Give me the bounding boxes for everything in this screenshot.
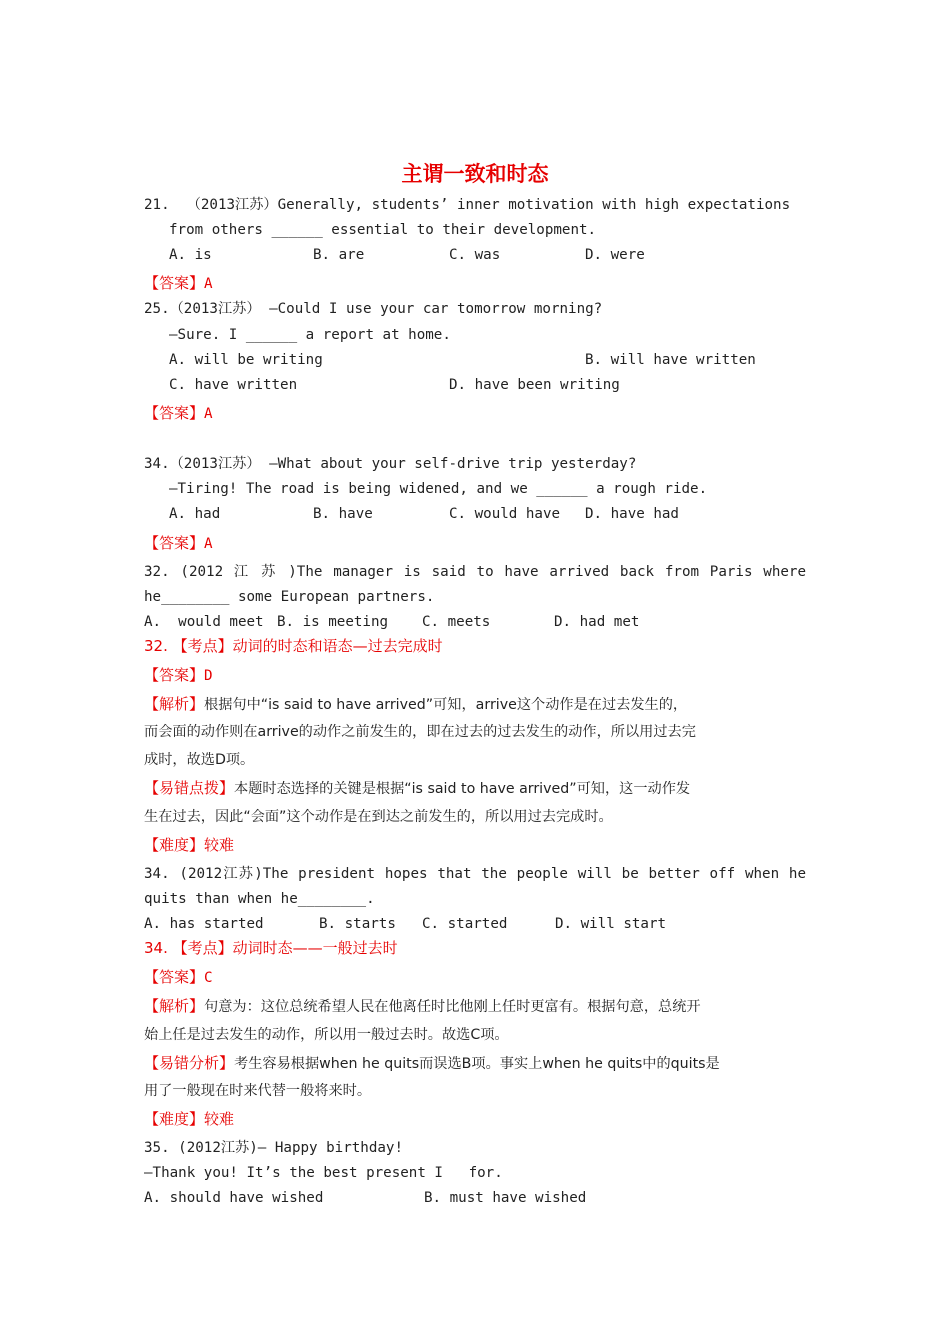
question-32-stem: 32. (2012 江 苏 )The manager is said to have arrived back from Paris where	[144, 564, 806, 580]
question-35-stem-cont: —Thank you! It’s the best present I for.	[144, 1165, 503, 1181]
question-32-difficulty	[144, 836, 234, 855]
difficulty-value: 较难	[204, 1110, 235, 1128]
answer-tag: 【答案】	[144, 666, 205, 684]
question-34a-option-c: C. would have	[449, 506, 561, 522]
answer-tag: 【答案】	[144, 404, 205, 422]
question-32-analysis-line2: 而会面的动作则在arrive的动作之前发生的，即在过去的过去发生的动作，所以用过去完	[144, 724, 696, 740]
answer-value: D	[204, 668, 213, 684]
question-21-option-d: D. were	[585, 247, 645, 263]
error-note-tag: 【易错点拨】	[144, 779, 235, 797]
question-32-analysis-line1	[144, 695, 687, 714]
question-25-option-b: B. will have written	[585, 352, 756, 368]
question-34b-error-note-line2: 用了一般现在时来代替一般将来时。	[144, 1083, 372, 1099]
analysis-tag: 【解析】	[144, 695, 205, 713]
question-34b-kaodian: 34. 【考点】动词时态——一般过去时	[144, 939, 398, 957]
answer-value: C	[204, 970, 213, 986]
question-34b-error-note-line1	[144, 1054, 720, 1073]
question-35-option-a: A. should have wished	[144, 1190, 324, 1206]
question-34b-option-b: B. starts	[319, 916, 396, 932]
answer-value: A	[204, 406, 213, 422]
question-35-option-b: B. must have wished	[424, 1190, 587, 1206]
error-note-tag: 【易错分析】	[144, 1054, 235, 1072]
question-21-stem: 21. （2013江苏）Generally, students’ inner motivation with high expectations	[144, 197, 791, 213]
question-34a-answer	[144, 534, 213, 553]
question-32-analysis-line3: 成时，故选D项。	[144, 752, 255, 768]
answer-value: A	[204, 536, 213, 552]
question-21-option-a: A. is	[169, 247, 212, 263]
question-25-stem-cont: —Sure. I ______ a report at home.	[169, 327, 451, 343]
question-34a-option-a: A. had	[169, 506, 221, 522]
question-32-option-b: B. is meeting	[277, 614, 389, 630]
question-32-answer	[144, 666, 213, 685]
analysis-text: 根据句中“is said to have arrived”可知，arrive这个动作是在过去发生的，	[204, 697, 688, 713]
question-35-stem: 35. (2012江苏)— Happy birthday!	[144, 1140, 403, 1156]
question-25-option-c: C. have written	[169, 377, 298, 393]
question-21-option-b: B. are	[313, 247, 365, 263]
question-34b-option-d: D. will start	[555, 916, 667, 932]
question-34b-analysis-line1	[144, 997, 701, 1016]
question-34b-answer	[144, 968, 213, 987]
question-21-stem-cont: from others ______ essential to their development.	[169, 222, 597, 238]
answer-tag: 【答案】	[144, 968, 205, 986]
question-25-stem: 25.（2013江苏） —Could I use your car tomorrow morning?	[144, 301, 603, 317]
question-34b-analysis-line2: 始上任是过去发生的动作，所以用一般过去时。故选C项。	[144, 1027, 509, 1043]
question-21-option-c: C. was	[449, 247, 501, 263]
question-25-option-a: A. will be writing	[169, 352, 323, 368]
question-32-option-a: A. would meet	[144, 614, 264, 630]
question-21-answer	[144, 274, 213, 293]
question-34b-option-a: A. has started	[144, 916, 264, 932]
question-34b-difficulty	[144, 1110, 234, 1129]
error-note-text: 考生容易根据when he quits而误选B项。事实上when he quits中的quits是	[234, 1056, 720, 1072]
question-32-kaodian: 32. 【考点】动词的时态和语态—过去完成时	[144, 637, 443, 655]
page-title: 主谓一致和时态	[401, 161, 549, 186]
error-note-text: 本题时态选择的关键是根据“is said to have arrived”可知，这一动作发	[234, 781, 691, 797]
question-32-option-c: C. meets	[422, 614, 491, 630]
question-32-error-note-line2: 生在过去，因此“会面”这个动作是在到达之前发生的，所以用过去完成时。	[144, 809, 613, 825]
difficulty-tag: 【难度】	[144, 836, 205, 854]
question-32-error-note-line1	[144, 779, 690, 798]
question-34b-stem-cont: quits than when he________.	[144, 891, 375, 907]
difficulty-tag: 【难度】	[144, 1110, 205, 1128]
question-34a-option-b: B. have	[313, 506, 373, 522]
question-34b-stem: 34. (2012江苏)The president hopes that the people will be better off when he	[144, 866, 806, 882]
question-25-answer	[144, 404, 213, 423]
question-32-option-d: D. had met	[554, 614, 640, 630]
question-25-option-d: D. have been writing	[449, 377, 620, 393]
question-34b-option-c: C. started	[422, 916, 508, 932]
question-34a-stem-cont: —Tiring! The road is being widened, and we ______ a rough ride.	[169, 481, 708, 497]
difficulty-value: 较难	[204, 836, 235, 854]
answer-value: A	[204, 276, 213, 292]
analysis-tag: 【解析】	[144, 997, 205, 1015]
answer-tag: 【答案】	[144, 274, 205, 292]
answer-tag: 【答案】	[144, 534, 205, 552]
analysis-text: 句意为：这位总统希望人民在他离任时比他刚上任时更富有。根据句意，总统开	[204, 999, 701, 1015]
question-32-stem-cont: he________ some European partners.	[144, 589, 435, 605]
question-34a-option-d: D. have had	[585, 506, 679, 522]
question-34a-stem: 34.（2013江苏） —What about your self-drive trip yesterday?	[144, 456, 637, 472]
